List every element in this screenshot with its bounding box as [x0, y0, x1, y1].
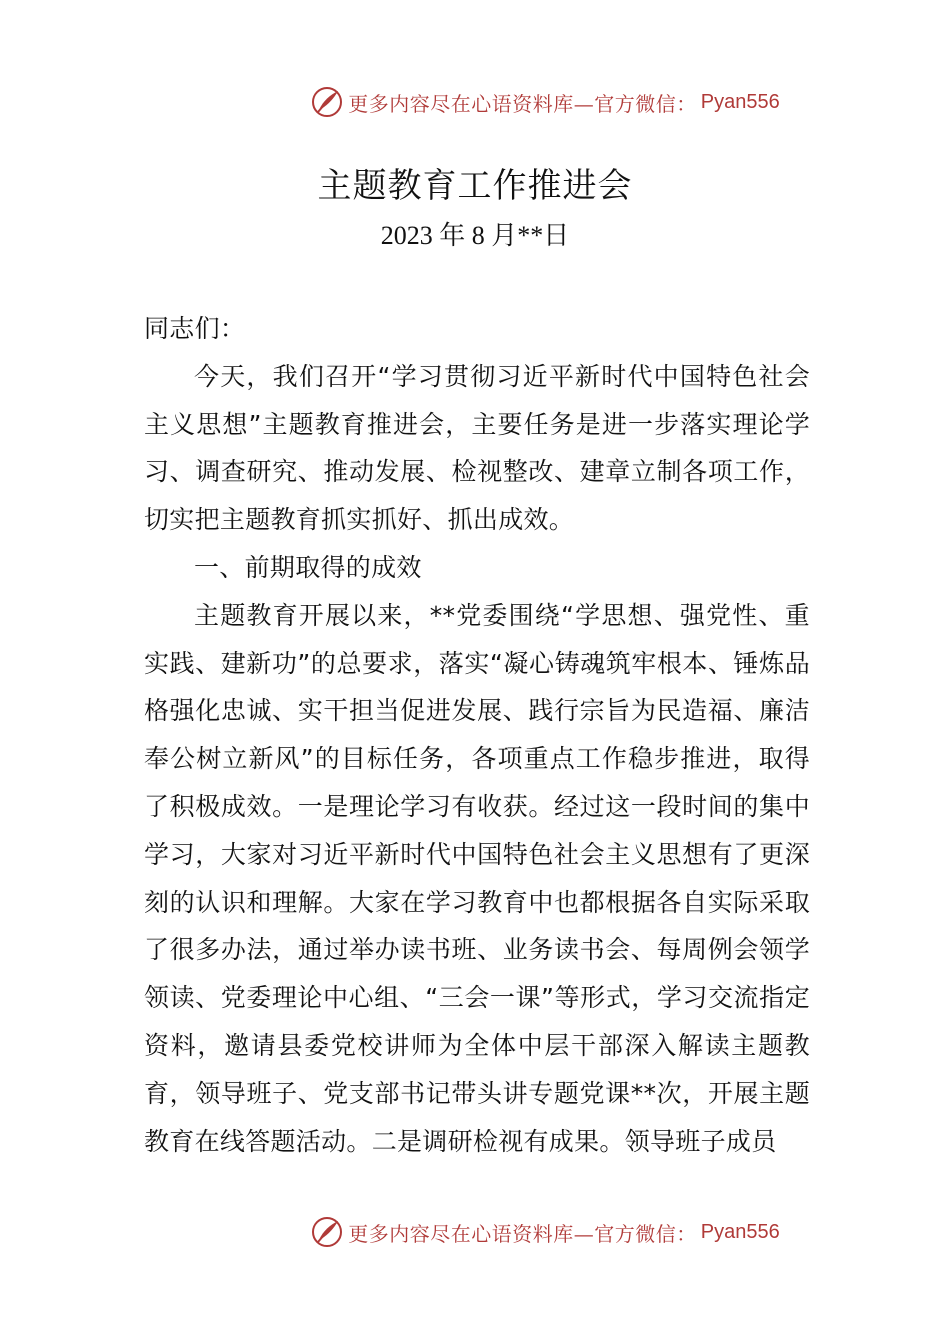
document-date: 2023 年 8 月**日 [380, 221, 570, 250]
section-heading: 一、前期取得的成效 [194, 552, 422, 582]
watermark-wechat-id: Pyan556 [700, 1220, 780, 1243]
watermark-wechat-id: Pyan556 [700, 90, 780, 113]
document-body [144, 305, 810, 1165]
header-watermark [0, 82, 950, 122]
quill-logo-icon [310, 85, 344, 119]
footer-watermark [0, 1212, 950, 1252]
quill-logo-icon [310, 1215, 344, 1249]
paragraph-achievements: 主题教育开展以来，**党委围绕“学思想、强党性、重实践、建新功”的总要求，落实“凝心铸魂筑牢根本、锤炼品格强化忠诚、实干担当促进发展、践行宗旨为民造福、廉洁奉公树立新风”的目标任务，各项重点工作稳步推进，取得了积极成效。一是理论学习有收获。经过这一段时间的集中学习，大家对习近平新时代中国特色社会主义思想有了更深刻的认识和理解。大家在学习教育中也都根据各自实际采取了很多办法，通过举办读书班、业务读书会、每周例会领学领读、党委理论中心组、“三会一课”等形式，学习交流指定资料，邀请县委党校讲师为全体中层干部深入解读主题教育，领导班子、党支部书记带头讲专题党课**次，开展主题教育在线答题活动。二是调研检视有成果。领导班子成员 [144, 600, 810, 1156]
salutation: 同志们： [144, 314, 246, 343]
watermark-text: 更多内容尽在心语资料库—官方微信： [348, 1221, 697, 1246]
paragraph-intro: 今天，我们召开“学习贯彻习近平新时代中国特色社会主义思想”主题教育推进会，主要任务是进一步落实理论学习、调查研究、推动发展、检视整改、建章立制各项工作，切实把主题教育抓实抓好、抓出成效。 [144, 361, 810, 535]
document-title: 主题教育工作推进会 [317, 166, 633, 206]
watermark-text: 更多内容尽在心语资料库—官方微信： [348, 91, 697, 116]
